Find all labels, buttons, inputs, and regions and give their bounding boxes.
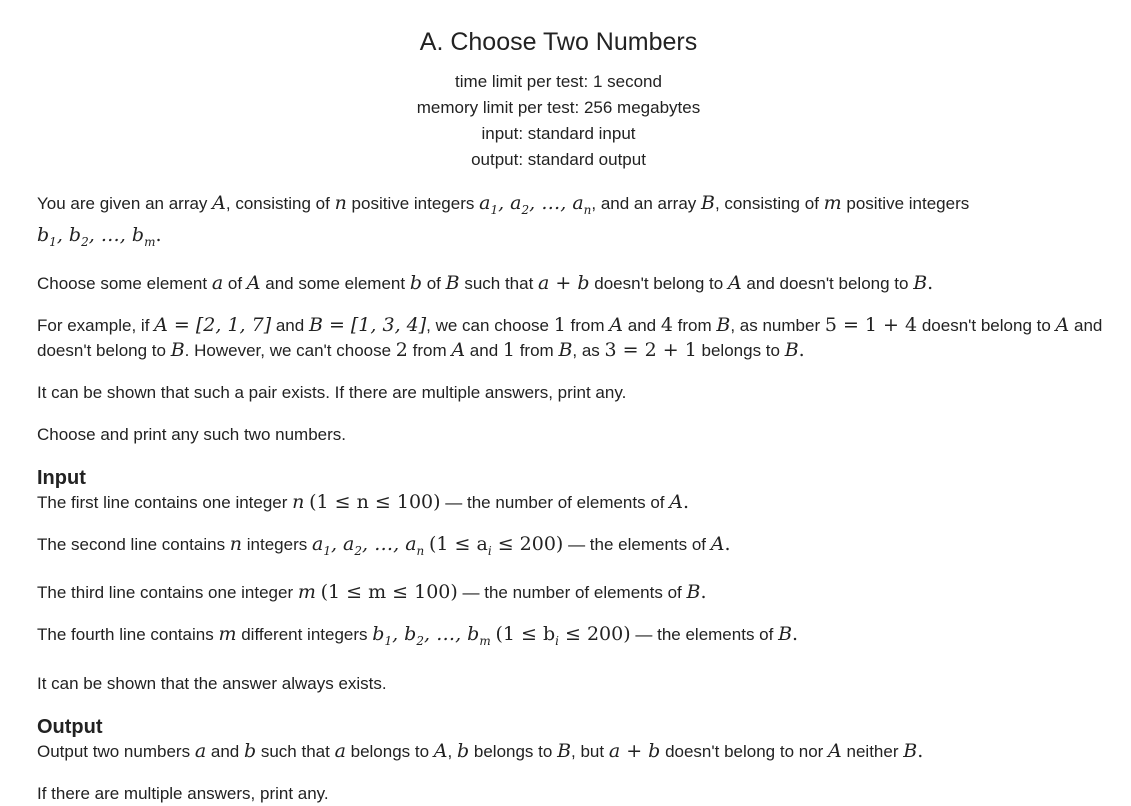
- output-section-title: Output: [37, 716, 103, 739]
- math-expr: A = [2, 1, 7]: [154, 313, 272, 336]
- memory-limit: memory limit per test: 256 megabytes: [416, 98, 701, 117]
- text: , and an array: [591, 194, 701, 213]
- math-var: B: [913, 271, 928, 294]
- time-limit: time limit per test: 1 second: [455, 72, 662, 91]
- text: and: [465, 340, 503, 360]
- text: , consisting of: [225, 194, 335, 213]
- math-expr: a + b: [538, 271, 590, 294]
- text: .: [724, 532, 731, 555]
- input-line-1: [37, 490, 1117, 515]
- output-line-2: If there are multiple answers, print any.: [37, 784, 329, 804]
- math-sequence-b: $b_1$, $b_2$, …, $b_m$: [372, 623, 491, 649]
- text: .: [700, 581, 707, 604]
- math-var: A: [433, 740, 448, 763]
- math-var: B: [784, 338, 799, 361]
- math-var: B: [445, 271, 460, 294]
- input-line-3: [37, 580, 1117, 605]
- math-num: 4: [660, 313, 673, 336]
- text: .: [682, 490, 690, 513]
- text: ,: [447, 742, 457, 762]
- math-var: A: [727, 271, 742, 294]
- math-var: n: [229, 532, 243, 555]
- math-sequence-a: $a_1$, $a_2$, …, $a_n$: [311, 532, 425, 558]
- text: doesn't belong to nor: [660, 742, 829, 762]
- text: such that: [459, 273, 539, 293]
- math-var: A: [828, 740, 842, 763]
- math-var: m: [823, 192, 842, 214]
- text: .: [917, 740, 924, 763]
- text: The second line contains: [37, 534, 230, 554]
- text: .: [792, 623, 799, 646]
- text: belongs to: [696, 340, 785, 360]
- text: .: [927, 271, 934, 294]
- math-var: B: [557, 740, 572, 763]
- text: , as number: [730, 315, 825, 335]
- legend-paragraph-5: Choose and print any such two numbers.: [37, 424, 347, 444]
- text: and doesn't belong to: [741, 273, 914, 293]
- text: such that: [256, 742, 335, 762]
- math-sequence-b: $b_1$, $b_2$, …, $b_m$: [37, 223, 156, 249]
- text: , we can choose: [426, 315, 554, 335]
- math-var: m: [297, 581, 316, 604]
- problem-header: [0, 27, 1080, 173]
- text: , consisting of: [714, 194, 824, 213]
- text: — the number of elements of: [457, 583, 687, 603]
- legend-paragraph-1: [37, 191, 1117, 255]
- text: and: [271, 315, 309, 335]
- math-var: B: [686, 581, 701, 604]
- math-var: A: [212, 192, 226, 214]
- math-expr: 5 = 1 + 4: [824, 313, 918, 336]
- text: doesn't belong to: [37, 340, 171, 360]
- math-var: B: [170, 338, 185, 361]
- problem-title: A. Choose Two Numbers: [419, 28, 698, 56]
- text: positive integers: [346, 194, 480, 213]
- text: You are given an array: [37, 194, 213, 213]
- math-sequence-a: $a_1$, $a_2$, …, $a_n$: [479, 192, 592, 217]
- text: and: [1069, 315, 1103, 335]
- text: Output two numbers: [37, 742, 195, 762]
- input-section: [37, 466, 1117, 697]
- math-num: 2: [395, 338, 408, 361]
- math-num: 1: [553, 313, 566, 336]
- problem-statement: [37, 0, 1117, 806]
- text: of: [422, 273, 446, 293]
- text: of: [223, 273, 247, 293]
- legend-paragraph-2: [37, 271, 1117, 296]
- math-expr: a + b: [608, 740, 661, 763]
- math-expr: 3 = 2 + 1: [604, 338, 697, 361]
- math-var: B: [716, 313, 731, 336]
- math-expr: (1 ≤ n ≤ 100): [309, 490, 441, 513]
- text: different integers: [236, 625, 373, 645]
- math-var: A: [710, 532, 725, 555]
- legend-paragraph-3: [37, 313, 1117, 363]
- output-section: [37, 715, 1117, 806]
- text: .: [155, 223, 162, 246]
- text: integers: [242, 534, 312, 554]
- text: and: [206, 742, 244, 762]
- text: .: [798, 338, 805, 361]
- text: , as: [572, 340, 605, 360]
- text: from: [672, 315, 717, 335]
- math-var: B: [701, 192, 715, 214]
- input-spec: input: standard input: [481, 124, 636, 143]
- output-spec: output: standard output: [471, 150, 646, 169]
- text: — the elements of: [630, 625, 779, 645]
- text: belongs to: [345, 742, 434, 762]
- text: from: [407, 340, 452, 360]
- math-var: b: [243, 740, 257, 763]
- math-var: B: [903, 740, 918, 763]
- math-expr: (1 ≤ m ≤ 100): [320, 581, 458, 604]
- text: and some element: [260, 273, 410, 293]
- text: Choose some element: [37, 273, 212, 293]
- math-var: A: [1055, 313, 1070, 336]
- math-var: b: [456, 740, 470, 763]
- input-line-5: It can be shown that the answer always exists.: [37, 674, 387, 694]
- math-var: B: [558, 338, 573, 361]
- math-var: A: [451, 338, 466, 361]
- text: The first line contains one integer: [37, 492, 293, 512]
- input-line-4: [37, 622, 1117, 654]
- math-range-a: $(1 \le a_i \le 200)$: [428, 532, 564, 558]
- math-var: A: [246, 271, 261, 294]
- text: The third line contains one integer: [37, 583, 298, 603]
- math-var: a: [194, 740, 207, 763]
- text: neither: [841, 742, 904, 762]
- math-var: B: [778, 623, 793, 646]
- text: and: [623, 315, 661, 335]
- text: — the elements of: [563, 534, 711, 554]
- math-range-b: $(1 \le b_i \le 200)$: [495, 623, 631, 649]
- math-var: n: [334, 192, 347, 214]
- math-expr: B = [1, 3, 4]: [308, 313, 427, 336]
- text: The fourth line contains: [37, 625, 219, 645]
- input-section-title: Input: [37, 466, 86, 489]
- text: doesn't belong to: [589, 273, 728, 293]
- text: For example, if: [37, 315, 155, 335]
- math-var: n: [292, 490, 305, 513]
- legend-paragraph-4: It can be shown that such a pair exists. If there are multiple answers, print any.: [37, 382, 627, 402]
- text: . However, we can't choose: [184, 340, 396, 360]
- output-line-1: [37, 739, 1117, 764]
- math-var: b: [409, 271, 422, 294]
- math-var: A: [609, 313, 624, 336]
- math-num: 1: [502, 338, 515, 361]
- text: from: [565, 315, 610, 335]
- math-var: a: [211, 271, 224, 294]
- input-line-2: [37, 532, 1117, 564]
- math-var: a: [334, 740, 346, 763]
- text: positive integers: [841, 194, 970, 213]
- math-var: m: [218, 623, 237, 646]
- text: , but: [571, 742, 609, 762]
- text: — the number of elements of: [440, 492, 670, 512]
- text: doesn't belong to: [917, 315, 1056, 335]
- text: from: [514, 340, 559, 360]
- math-var: A: [669, 490, 683, 513]
- text: belongs to: [469, 742, 558, 762]
